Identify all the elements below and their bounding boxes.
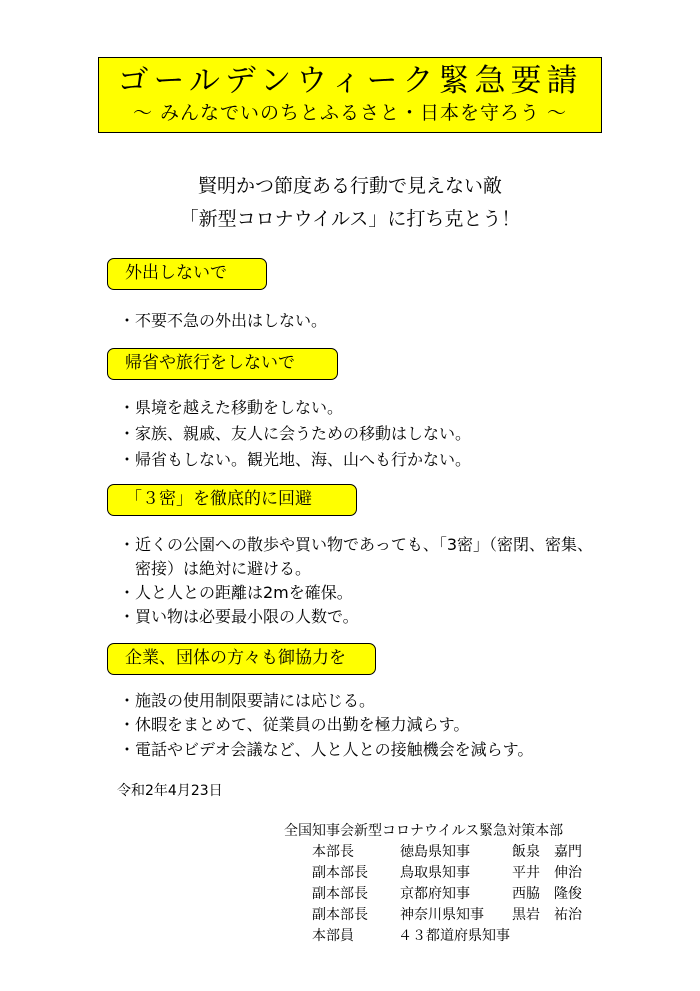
bullet-item: ・休暇をまとめて、従業員の出勤を極力減らす。 bbox=[119, 715, 470, 734]
member-role: 副本部長 bbox=[312, 865, 368, 881]
signature-organization: 全国知事会新型コロナウイルス緊急対策本部 bbox=[284, 823, 564, 839]
bullet-item: ・家族、親戚、友人に会うための移動はしない。 bbox=[119, 424, 472, 443]
bullet-item: ・買い物は必要最小限の人数で。 bbox=[119, 607, 359, 626]
member-role: 本部員 bbox=[312, 928, 354, 944]
bullet-item: ・帰省もしない。観光地、海、山へも行かない。 bbox=[119, 450, 472, 469]
slogan-line-1: 賢明かつ節度ある行動で見えない敵 bbox=[197, 175, 502, 197]
bullet-item: ・施設の使用制限要請には応じる。 bbox=[119, 691, 376, 710]
bullet-item: ・不要不急の外出はしない。 bbox=[119, 311, 328, 330]
member-name: 飯泉 嘉門 bbox=[512, 844, 582, 860]
bullet-item: ・電話やビデオ会議など、人と人との接触機会を減らす。 bbox=[119, 740, 534, 759]
member-office: ４３都道府県知事 bbox=[398, 928, 510, 944]
member-role: 本部長 bbox=[312, 844, 354, 860]
bullet-item-continued: 密接）は絶対に避ける。 bbox=[135, 559, 312, 578]
member-name: 黒岩 祐治 bbox=[512, 907, 582, 923]
member-name: 西脇 隆俊 bbox=[512, 886, 582, 902]
bullet-item: ・人と人との距離は2mを確保。 bbox=[119, 583, 353, 602]
section-heading-business-cooperation: 企業、団体の方々も御協力を bbox=[107, 643, 376, 675]
title-banner bbox=[98, 57, 602, 133]
member-name: 平井 伸治 bbox=[512, 865, 582, 881]
member-role: 副本部長 bbox=[312, 907, 368, 923]
bullet-item: ・近くの公園への散歩や買い物であっても、「3密」（密閉、密集、 bbox=[119, 535, 594, 554]
page-title: ゴールデンウィーク緊急要請 bbox=[117, 63, 583, 99]
member-role: 副本部長 bbox=[312, 886, 368, 902]
member-office: 徳島県知事 bbox=[400, 844, 470, 860]
section-heading-stay-home: 外出しないで bbox=[107, 258, 267, 290]
member-office: 鳥取県知事 bbox=[400, 865, 470, 881]
slogan-line-2: 「新型コロナウイルス」に打ち克とう！ bbox=[179, 208, 521, 230]
member-office: 京都府知事 bbox=[400, 886, 470, 902]
issue-date: 令和2年4月23日 bbox=[117, 783, 223, 799]
page-subtitle: ～ みんなでいのちとふるさと・日本を守ろう ～ bbox=[132, 102, 568, 124]
section-heading-no-travel: 帰省や旅行をしないで bbox=[107, 348, 338, 380]
member-office: 神奈川県知事 bbox=[400, 907, 484, 923]
section-heading-avoid-3c: 「３密」を徹底的に回避 bbox=[107, 484, 357, 516]
bullet-item: ・県境を越えた移動をしない。 bbox=[119, 398, 344, 417]
